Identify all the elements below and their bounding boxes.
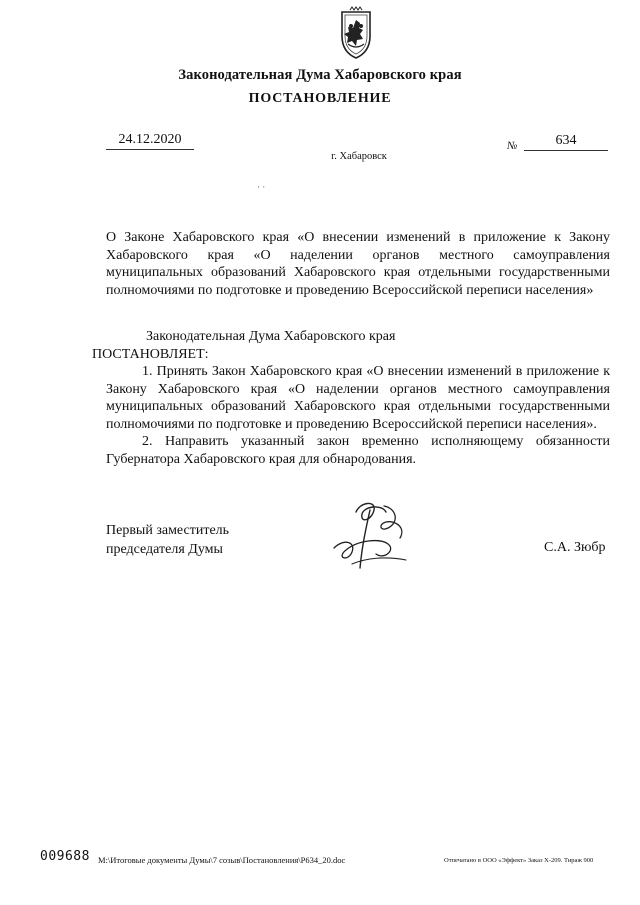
body-intro: Законодательная Дума Хабаровского края <box>146 329 396 344</box>
footer-document-number: 009688 <box>40 849 90 864</box>
organization-name: Законодательная Дума Хабаровского края <box>178 67 462 83</box>
footer-printer-note: Отпечатано в ООО «Эффект» Заказ Х-209. Тираж 900 <box>444 857 594 864</box>
document-body <box>92 328 610 468</box>
document-type-title: ПОСТАНОВЛЕНИЕ <box>248 91 392 106</box>
document-city: г. Хабаровск <box>331 151 387 162</box>
body-item-2: 2. Направить указанный закон временно исполняющему обязанности Губернатора Хабаровского края для обнародования. <box>106 434 610 467</box>
coat-of-arms-icon <box>328 6 384 62</box>
signatory-position-line1: Первый заместитель <box>106 523 230 538</box>
scan-specks: · · <box>257 182 266 192</box>
body-resolves: ПОСТАНОВЛЯЕТ: <box>92 346 209 362</box>
footer-file-path: M:\Итоговые документы Думы\7 созыв\Постановления\Р634_20.doc <box>98 855 346 865</box>
document-date: 24.12.2020 <box>106 132 194 150</box>
number-sign: № <box>507 140 518 152</box>
body-item-1: 1. Принять Закон Хабаровского края «О внесении изменений в приложение к Закону Хабаровского края «О наделении органов местного самоуправления муниципальных образований Хабаровского края отдельными государственными полномочиями по подготовке и проведению Всероссийской переписи населения». <box>106 364 610 432</box>
document-subject: О Законе Хабаровского края «О внесении изменений в приложение к Закону Хабаровского края «О наделении органов местного самоуправления муниципальных образований Хабаровского края отдельными государственными полномочиями по подготовке и проведению Всероссийской переписи населения» <box>106 230 610 298</box>
document-number: 634 <box>524 133 608 151</box>
signatory-position <box>106 521 229 559</box>
handwritten-signature <box>326 498 418 578</box>
signatory-name: С.А. Зюбр <box>544 540 606 555</box>
signatory-position-line2: председателя Думы <box>106 542 223 557</box>
